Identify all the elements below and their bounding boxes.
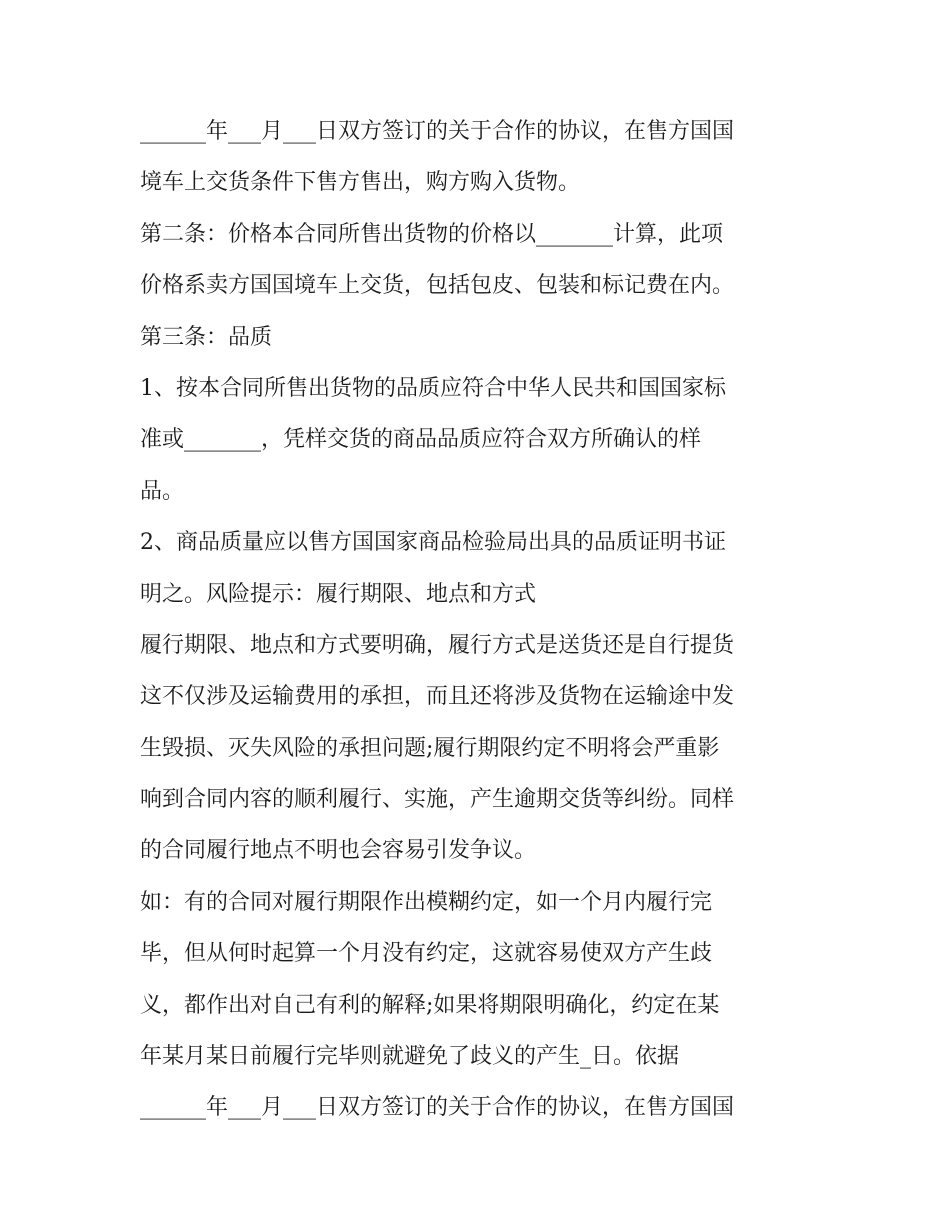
text-line: 1、按本合同所售出货物的品质应符合中华人民共和国国家标 — [140, 375, 726, 401]
text-line: 第二条：价格本合同所售出货物的价格以_______计算，此项 — [140, 221, 724, 247]
text-line: ______年___月___日双方签订的关于合作的协议，在售方国国 — [140, 119, 735, 144]
text-line: 价格系卖方国国境车上交货，包括包皮、包装和标记费在内。 — [140, 273, 735, 299]
text-line: 如：有的合同对履行期限作出模糊约定，如一个月内履行完 — [140, 889, 713, 915]
text-line: 毕，但从何时起算一个月没有约定，这就容易使双方产生歧 — [140, 941, 713, 967]
text-line: 的合同履行地点不明也会容易引发争议。 — [140, 838, 537, 864]
text-line: 品。 — [140, 478, 185, 504]
text-line: 2、商品质量应以售方国国家商品检验局出具的品质证明书证 — [140, 530, 726, 556]
text-line: 准或_______，凭样交货的商品品质应符合双方所确认的样 — [140, 427, 702, 453]
text-line: 义，都作出对自己有利的解释;如果将期限明确化，约定在某 — [140, 992, 720, 1018]
text-line: 境车上交货条件下售方售出，购方购入货物。 — [140, 170, 581, 196]
text-line: 明之。风险提示：履行期限、地点和方式 — [140, 581, 537, 607]
text-line: 生毁损、灭失风险的承担问题;履行期限约定不明将会严重影 — [140, 735, 720, 761]
section-heading: 第三条：品质 — [140, 324, 273, 350]
text-line: 这不仅涉及运输费用的承担，而且还将涉及货物在运输途中发 — [140, 684, 735, 710]
contract-text — [140, 106, 820, 1134]
text-line: 履行期限、地点和方式要明确，履行方式是送货还是自行提货 — [140, 632, 735, 658]
text-line: 年某月某日前履行完毕则就避免了歧义的产生_日。依据 — [140, 1044, 680, 1070]
text-line: 响到合同内容的顺利履行、实施，产生逾期交货等纠纷。同样 — [140, 787, 735, 813]
text-line: ______年___月___日双方签订的关于合作的协议，在售方国国 — [140, 1095, 735, 1121]
